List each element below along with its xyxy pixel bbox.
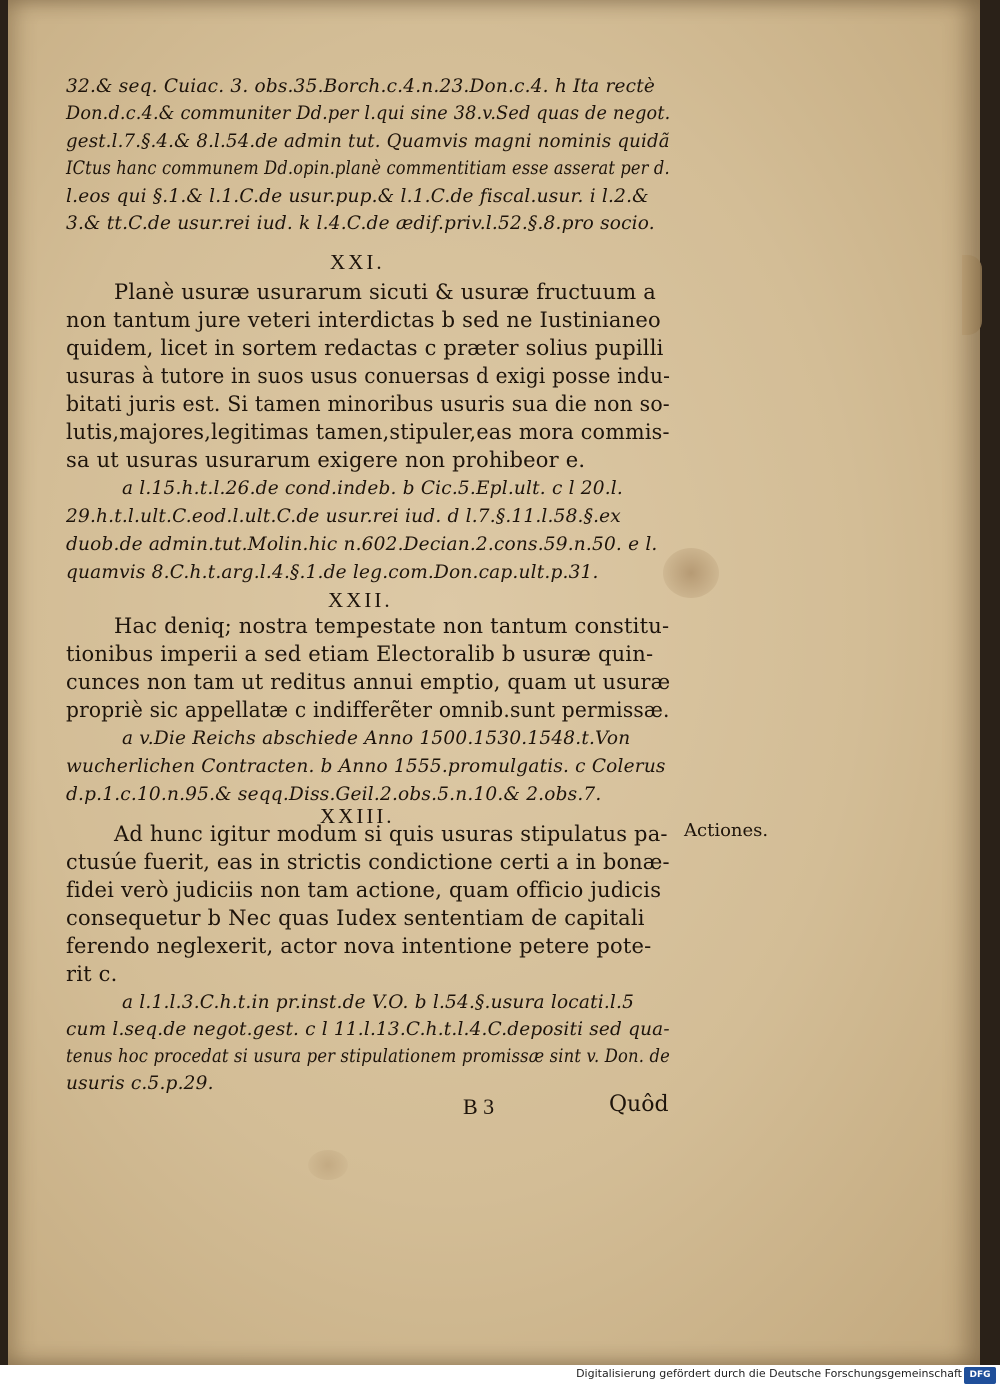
body-line: usuras à tutore in suos usus conuersas d exigi posse indu- [66,364,671,388]
body-line: propriè sic appellatæ c indifferẽter omnib.sunt permissæ. [66,698,670,722]
footnote-line: cum l.seq.de negot.gest. c l 11.l.13.C.h.t.l.4.C.depositi sed qua- [66,1019,670,1040]
funding-notice: Digitalisierung gefördert durch die Deutsche Forschungsgemeinschaft [576,1367,962,1380]
body-line: ctusúe fuerit, eas in strictis condictione certi a in bonæ- [66,850,670,874]
paper-stain [663,548,719,598]
footnote-line: 29.h.t.l.ult.C.eod.l.ult.C.de usur.rei iud. d l.7.§.11.l.58.§.ex [66,506,621,527]
footer-bar [0,1365,1000,1385]
footnote-line: quamvis 8.C.h.t.arg.l.4.§.1.de leg.com.Don.cap.ult.p.31. [66,562,599,583]
footnote-line: usuris c.5.p.29. [66,1073,214,1094]
body-line: non tantum jure veteri interdictas b sed ne Iustinianeo [66,308,661,332]
body-line: lutis,majores,legitimas tamen,stipuler,eas mora commis- [66,420,670,444]
footnote-line: 32.& seq. Cuiac. 3. obs.35.Borch.c.4.n.23.Don.c.4. h Ita rectè [66,76,656,97]
footnote-line: l.eos qui §.1.& l.1.C.de usur.pup.& l.1.C.de fiscal.usur. i l.2.& [66,186,649,207]
footnote-line: tenus hoc procedat si usura per stipulationem promissæ sint v. Don. de [66,1046,671,1067]
footnote-line: wucherlichen Contracten. b Anno 1555.promulgatis. c Colerus [66,756,666,777]
footnote-line: duob.de admin.tut.Molin.hic n.602.Decian.2.cons.59.n.50. e l. [66,534,658,555]
body-line: Hac deniq; nostra tempestate non tantum constitu- [114,614,670,638]
section-heading-xxi: XXI. [330,250,385,274]
signature-mark: B 3 [463,1094,495,1119]
section-heading-xxiii: XXIII. [320,804,395,828]
page-edge-tab [962,255,982,335]
footnote-line: Don.d.c.4.& communiter Dd.per l.qui sine 38.v.Sed quas de negot. [66,103,671,124]
footnote-line: a v.Die Reichs abschiede Anno 1500.1530.1548.t.Von [122,728,631,749]
body-line: Ad hunc igitur modum si quis usuras stipulatus pa- [114,822,668,846]
catchword: Quôd [609,1092,669,1117]
body-line: ferendo neglexerit, actor nova intentione petere pote- [66,934,652,958]
body-line: Planè usuræ usurarum sicuti & usuræ fructuum a [114,280,656,304]
footnote-line: a l.1.l.3.C.h.t.in pr.inst.de V.O. b l.54.§.usura locati.l.5 [122,992,635,1013]
footnote-line: 3.& tt.C.de usur.rei iud. k l.4.C.de ædif.priv.l.52.§.8.pro socio. [66,213,655,234]
body-line: fidei verò judiciis non tam actione, quam officio judicis [66,878,662,902]
footnote-line: d.p.1.c.10.n.95.& seqq.Diss.Geil.2.obs.5.n.10.& 2.obs.7. [66,784,602,805]
body-line: bitati juris est. Si tamen minoribus usuris sua die non so- [66,392,670,416]
margin-note: Actiones. [684,820,769,841]
paper-stain [308,1150,348,1180]
body-line: rit c. [66,962,118,986]
body-line: quidem, licet in sortem redactas c præter solius pupilli [66,336,664,360]
body-line: consequetur b Nec quas Iudex sententiam de capitali [66,906,645,930]
book-page [8,0,980,1365]
body-line: tionibus imperii a sed etiam Electoralib b usuræ quin- [66,642,654,666]
footnote-line: a l.15.h.t.l.26.de cond.indeb. b Cic.5.Epl.ult. c l 20.l. [122,478,624,499]
body-line: sa ut usuras usurarum exigere non prohibeor e. [66,448,586,472]
body-line: cunces non tam ut reditus annui emptio, quam ut usuræ [66,670,671,694]
section-heading-xxii: XXII. [328,588,393,612]
dfg-logo-icon: DFG [964,1367,996,1384]
footnote-line: gest.l.7.§.4.& 8.l.54.de admin tut. Quamvis magni nominis quidã [66,131,670,152]
footnote-line: ICtus hanc communem Dd.opin.planè commentitiam esse asserat per d. [66,158,670,179]
